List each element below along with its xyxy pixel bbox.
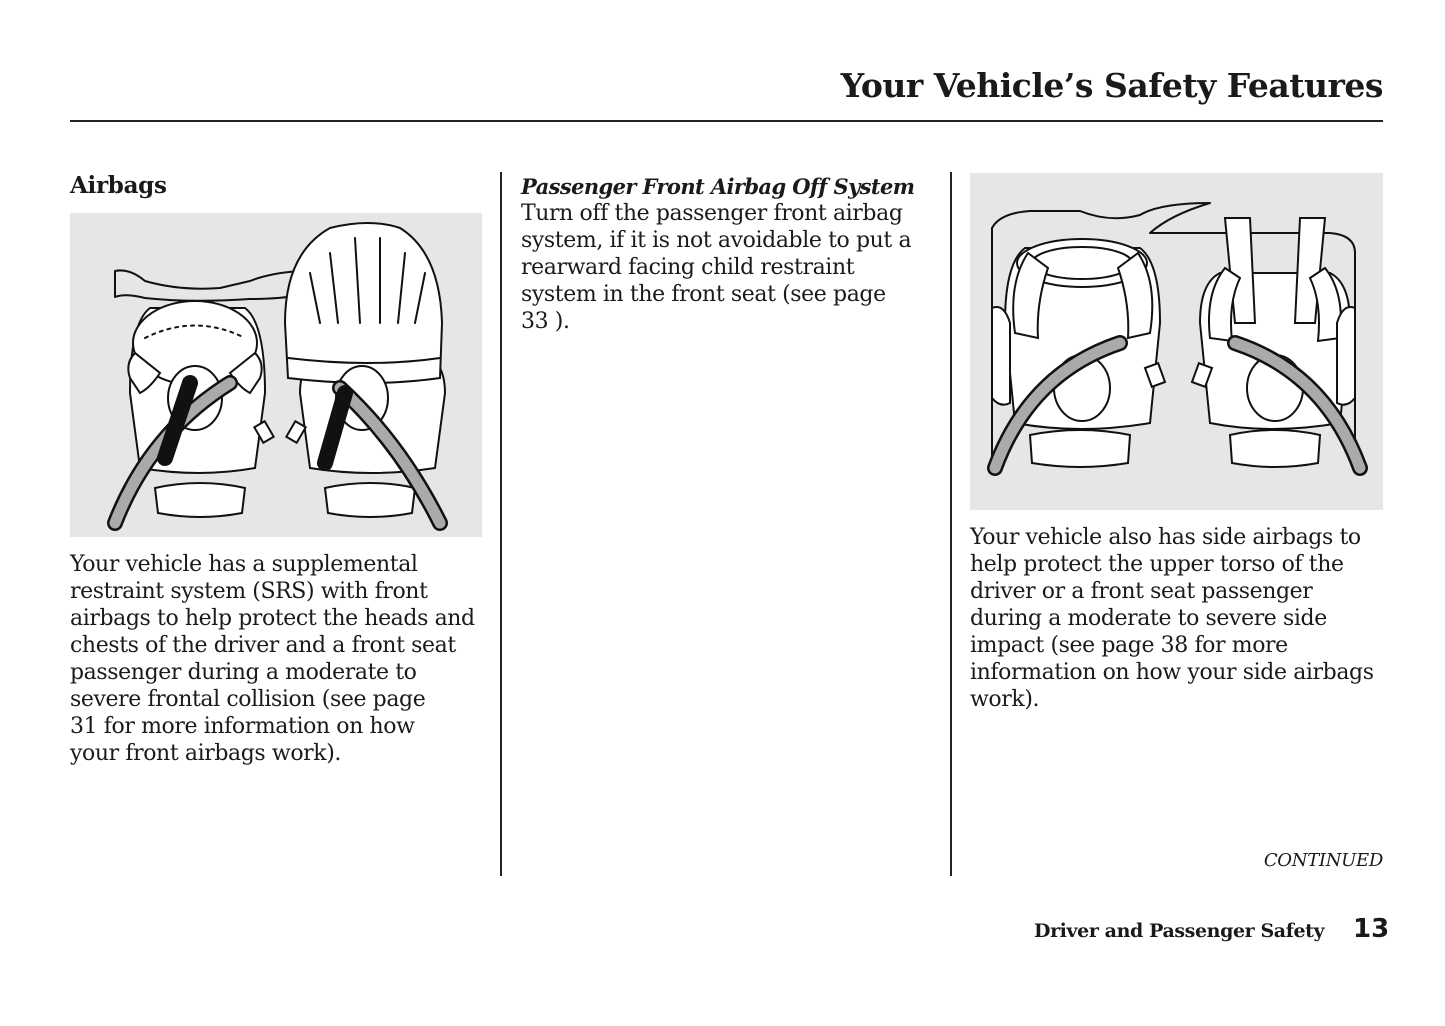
- page-number: 13: [1353, 914, 1390, 944]
- subsection-heading-passenger-airbag-off: Passenger Front Airbag Off System: [521, 174, 915, 199]
- side-airbags-illustration-icon: [970, 173, 1383, 510]
- passenger-airbag-off-description: Turn off the passenger front airbag system, if it is not avoidable to put a rearward facing child restraint system in the front seat (see page 33 ).: [521, 201, 912, 334]
- column-divider-right: [950, 172, 952, 876]
- header-divider: [70, 120, 1383, 122]
- side-airbags-description: Your vehicle also has side airbags to help protect the upper torso of the driver or a front seat passenger during a moderate to severe side impact (see page 38 for more information on how your side airbags work).: [970, 525, 1374, 712]
- continued-note: CONTINUED: [1263, 850, 1383, 871]
- front-airbags-illustration-icon: [70, 213, 482, 537]
- section-heading-airbags: Airbags: [70, 172, 167, 199]
- footer-section-title: Driver and Passenger Safety: [1034, 920, 1325, 942]
- column-divider-left: [500, 172, 502, 876]
- page-title: Your Vehicle’s Safety Features: [840, 66, 1383, 105]
- front-airbags-description: Your vehicle has a supplemental restraint system (SRS) with front airbags to help protect the heads and chests of the driver and a front seat passenger during a moderate to severe frontal collision (see page 31 for more information on how your front airbags work).: [70, 552, 475, 766]
